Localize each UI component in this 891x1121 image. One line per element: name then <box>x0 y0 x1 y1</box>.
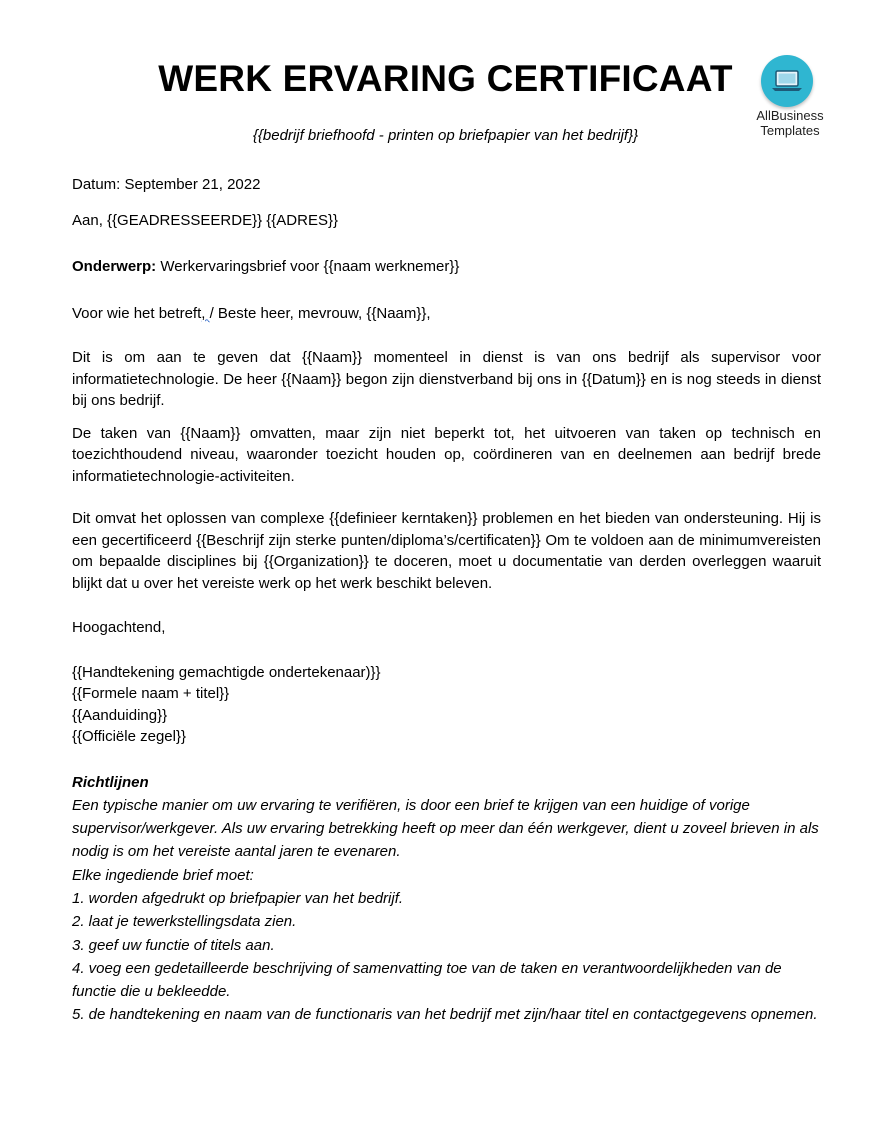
signature-line: {{Formele naam + titel}} <box>72 685 230 702</box>
guideline-item: 3. geef uw functie of titels aan. <box>72 936 275 954</box>
greeting-start: Voor wie het betreft <box>72 304 202 322</box>
signature-line: {{Officiële zegel}} <box>72 728 186 745</box>
logo-text-line2: Templates <box>760 123 820 138</box>
greeting-end: / Beste heer, mevrouw, {{Naam}}, <box>209 304 431 322</box>
guidelines-heading: Richtlijnen <box>72 773 149 791</box>
spelling-mark: , <box>201 304 210 322</box>
closing-line: Hoogachtend, <box>72 619 166 636</box>
paragraph-3: Dit omvat het oplossen van complexe {{definieer kerntaken}} problemen en het bieden van ondersteuning. Hij is een gecertificeerd {{Beschrijf zijn sterke punten/diploma’s/certificaten}} Om te voldoen aan de minimumvereisten om bepaalde disciplines bij {{Organization}} te doceren, moet u documentatie van derden overleggen waaruit blijkt dat u over het vereiste werk op het werk beschikt beleven. <box>72 510 821 592</box>
date-line: Datum: September 21, 2022 <box>72 176 261 193</box>
guideline-item: 1. worden afgedrukt op briefpapier van het bedrijf. <box>72 889 404 907</box>
signature-line: {{Aanduiding}} <box>72 706 168 724</box>
subject-label: Onderwerp: <box>72 258 157 275</box>
recipient-line: Aan, {{GEADRESSEERDE}} {{ADRES}} <box>72 211 338 229</box>
logo-text-line1: AllBusiness <box>756 108 824 123</box>
subject-text: Werkervaringsbrief voor {{naam werknemer}} <box>156 258 460 275</box>
guideline-item: 5. de handtekening en naam van de functionaris van het bedrijf met zijn/haar titel en contactgegevens opnemen. <box>72 1006 818 1024</box>
paragraph-1: Dit is om aan te geven dat {{Naam}} momenteel in dienst is van ons bedrijf als supervisor voor informatietechnologie. De heer {{Naam}} begon zijn dienstverband bij ons in {{Datum}} en is nog steeds in dienst bij ons bedrijf. <box>72 349 821 409</box>
subject-line <box>72 256 821 278</box>
signature-line: {{Handtekening gemachtigde ondertekenaar)}} <box>72 663 381 681</box>
greeting-line <box>72 303 821 325</box>
guideline-item: 4. voeg een gedetailleerde beschrijving of samenvatting toe van de taken en verantwoordelijkheden van de functie die u bekleedde. <box>72 959 782 1001</box>
letter-body <box>72 174 821 1027</box>
signature-block <box>72 662 821 748</box>
guidelines-lead: Elke ingediende brief moet: <box>72 866 254 884</box>
guideline-item: 2. laat je tewerkstellingsdata zien. <box>72 913 297 931</box>
laptop-icon <box>761 55 813 107</box>
letterhead-placeholder: {{bedrijf briefhoofd - printen op briefpapier van het bedrijf}} <box>252 127 639 144</box>
guidelines-intro: Een typische manier om uw ervaring te verifiëren, is door een brief te krijgen van een huidige of vorige supervisor/werkgever. Als uw ervaring betrekking heeft op meer dan één werkgever, dient u zoveel brieven in als nodig is om het vereiste aantal jaren te evenaren. <box>72 796 819 861</box>
document-title: WERK ERVARING CERTIFICAAT <box>158 58 733 99</box>
paragraph-2: De taken van {{Naam}} omvatten, maar zijn niet beperkt tot, het uitvoeren van taken op technisch en toezichthoudend niveau, waaronder toezicht houden op, coördineren van en deelnemen aan bedrijf brede informatietechnologie-activiteiten. <box>72 424 821 485</box>
guidelines-section <box>72 771 821 1027</box>
